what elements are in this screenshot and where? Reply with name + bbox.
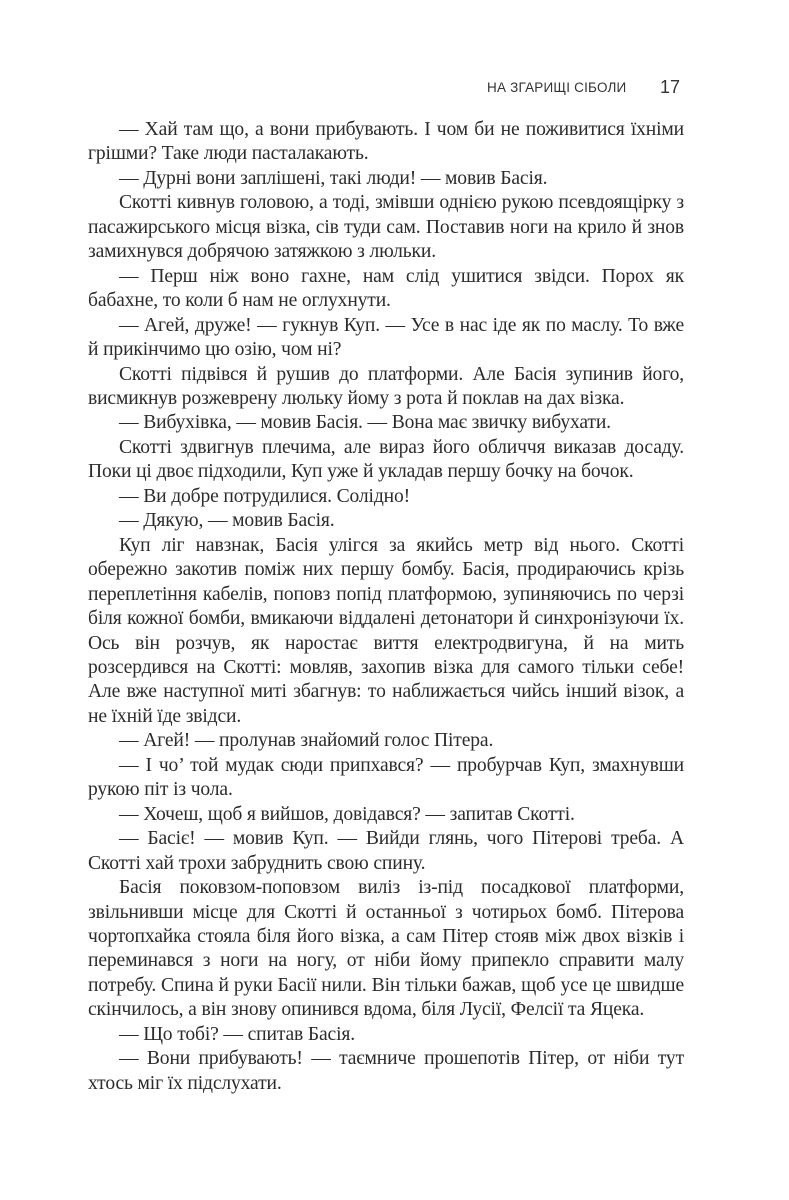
paragraph: — Басіє! — мовив Куп. — Вийди глянь, чого Пітерові треба. А Скотті хай трохи забруднить свою спину. [88,828,684,874]
page-header [0,77,789,101]
paragraph: Скотті здвигнув плечима, але вираз його обличчя виказав досаду. Поки ці двоє підходили, Куп уже й укладав першу бочку на бочок. [88,436,684,483]
paragraph: — Дурні вони заплішені, такі люди! — мовив Басія. [119,167,548,189]
paragraph: — Вибухівка, — мовив Басія. — Вона має звичку вибухати. [119,412,611,434]
body-text [88,118,684,1096]
paragraph: — Перш ніж воно гахне, нам слід ушитися звідси. Порох як бабахне, то коли б нам не оглухнути. [88,265,684,312]
paragraph: — Агей! — пролунав знайомий голос Пітера. [119,730,494,752]
paragraph: — Що тобі? — спитав Басія. [119,1023,355,1045]
paragraph: — Хай там що, а вони прибувають. І чом би не поживитися їхніми грішми? Таке люди пасталакають. [88,119,684,165]
paragraph: — Дякую, — мовив Басія. [119,510,335,532]
running-title: НА ЗГАРИЩІ СІБОЛИ [487,80,627,95]
paragraph: — Вони прибувають! — таємниче прошепотів Пітер, от ніби тут хтось міг їх підслухати. [88,1048,684,1094]
paragraph: — Хочеш, щоб я вийшов, довідався? — запитав Скотті. [119,803,575,825]
paragraph: Скотті кивнув головою, а тоді, змівши однією рукою псевдоящірку з пасажирського місця візка, сів туди сам. Поставив ноги на крило й знов замихнувся добрячою затяжкою з люльки. [88,192,684,263]
page-number: 17 [660,77,681,97]
paragraph: — І чо’ той мудак сюди припхався? — пробурчав Куп, змахнувши рукою піт із чола. [88,754,684,801]
paragraph: Куп ліг навзнак, Басія улігся за якийсь метр від нього. Скотті обережно закотив поміж них першу бомбу. Басія, продираючись крізь переплетіння кабелів, поповз попід платформою, зупиняючись по черзі біля кожної бомби, вмикаючи віддалені детонатори й синхронізуючи їх. Ось він розчув, як наростає виття електродвигуна, й на мить розсердився на Скотті: мовляв, захопив візка для самого тільки себе! Але вже наступної миті збагнув: то наближається чийсь інший візок, а не їхній їде звідси. [88,534,684,727]
paragraph: Басія поковзом-поповзом виліз із-під посадкової платформи, звільнивши місце для Скотті й останньої з чотирьох бомб. Пітерова чортопхайка стояла біля його візка, а сам Пітер стояв між двох візків і переминався з ноги на ногу, от ніби йому припекло справити малу потребу. Спина й руки Басії нили. Він тільки бажав, щоб усе це швидше скінчилось, а він знову опинився вдома, біля Лусії, Фелсії та Яцека. [88,877,684,1021]
paragraph: — Агей, друже! — гукнув Куп. — Усе в нас іде як по маслу. То вже й прикінчимо цю озію, чом ні? [88,314,684,361]
paragraph: Скотті підвівся й рушив до платформи. Але Басія зупинив його, висмикнув розжеврену люльку йому з рота й поклав на дах візка. [88,363,684,409]
paragraph: — Ви добре потрудилися. Солідно! [119,485,411,507]
